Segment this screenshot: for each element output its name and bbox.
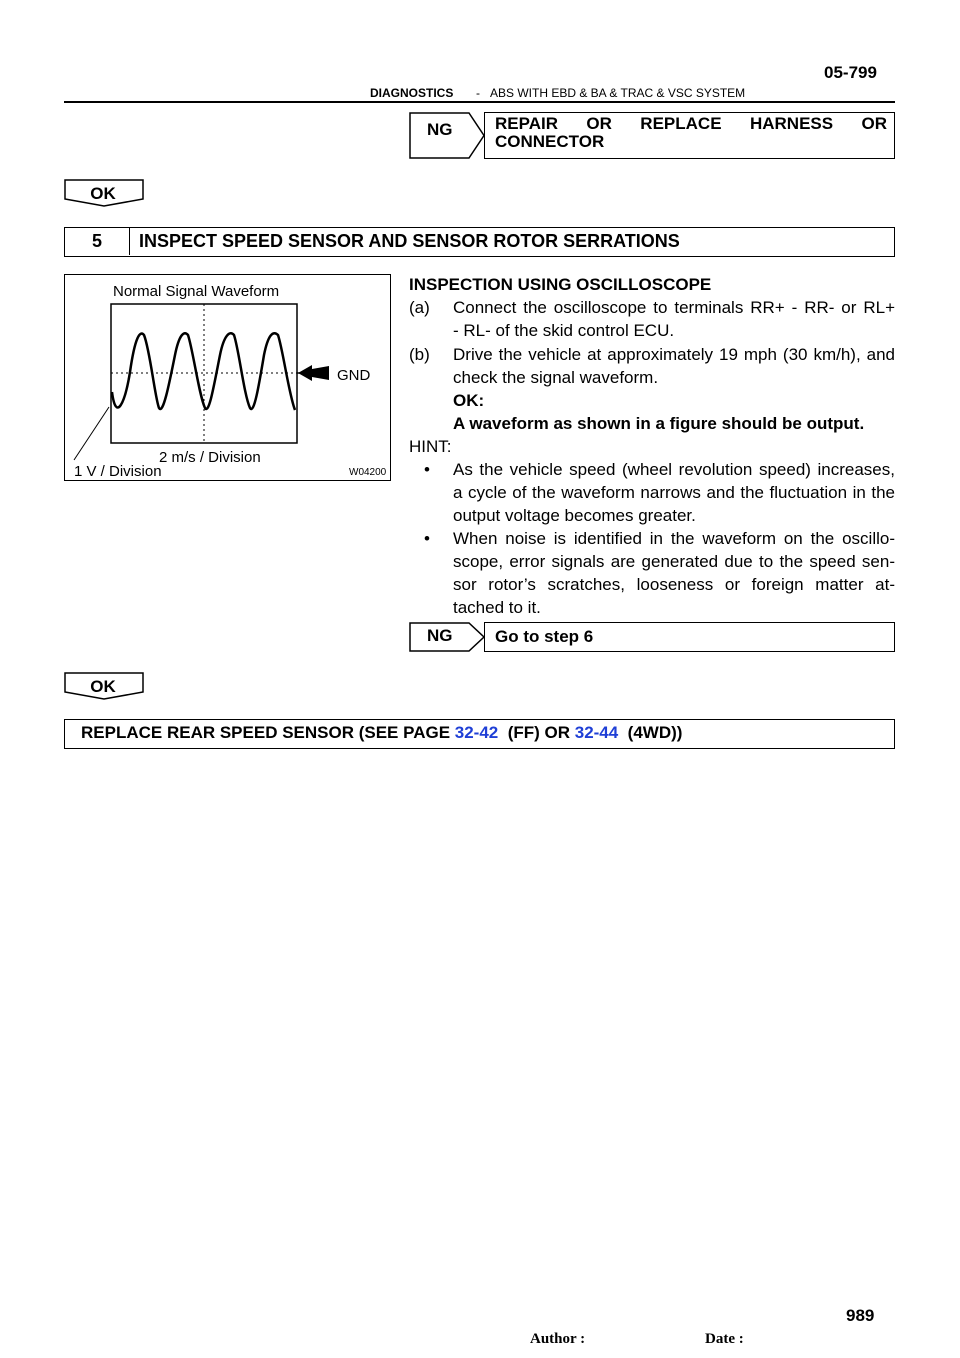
page-link-32-42[interactable]: 32-42 [454,723,499,742]
bullet-1: • [424,460,430,479]
ok-label: OK [90,677,116,696]
final-action-box [64,719,895,749]
hint-label: HINT: [409,437,452,456]
final-middle: (FF) OR [498,723,575,742]
section-title: DIAGNOSTICS [370,86,454,100]
step-b-line-2: check the signal waveform. [453,368,659,387]
step-a-line-2: - RL- of the skid control ECU. [453,321,675,340]
waveform-figure [64,274,391,481]
header-separator: - [476,86,480,100]
hint-2-line-1: When noise is identified in the waveform on the oscillo- [453,529,895,548]
hint-1-line-2: a cycle of the waveform narrows and the fluctuation in the [453,483,895,502]
bullet-2: • [424,529,430,548]
ng-label: NG [427,120,453,139]
header-rule [64,101,895,103]
hint-1-line-3: output voltage becomes greater. [453,506,696,525]
final-suffix: (4WD)) [618,723,683,742]
figure-code: W04200 [349,467,387,478]
ng-label: NG [427,626,453,645]
final-action-text [81,723,682,743]
ng-result-line-2: CONNECTOR [495,132,605,151]
step-b-line-1: Drive the vehicle at approximately 19 mph (30 km/h), and [453,345,895,364]
hint-2-line-3: sor rotor’s scratches, looseness or foreign matter at- [453,575,895,594]
page-link-32-44[interactable]: 32-44 [574,723,619,742]
date-label: Date : [705,1331,744,1347]
ok-label: OK [90,184,116,203]
subsection-title: ABS WITH EBD & BA & TRAC & VSC SYSTEM [490,86,746,100]
hint-2-line-4: tached to it. [453,598,541,617]
ok-tab-1 [64,179,144,207]
ng-result-box-2 [484,622,895,652]
ng-arrow-2 [409,622,485,652]
ng-result-box-1 [484,112,895,159]
ng-result-text: Go to step 6 [495,627,594,646]
page-number: 989 [846,1306,875,1325]
page-code: 05-799 [824,63,877,82]
ok-criteria-text: A waveform as shown in a figure should be output. [453,414,865,433]
ok-criteria-label: OK: [453,391,485,410]
step-a-marker: (a) [409,298,430,317]
inspection-heading: INSPECTION USING OSCILLOSCOPE [409,275,712,294]
step-a-line-1: Connect the oscilloscope to terminals RR+ - RR- or RL+ [453,298,895,317]
ng-result-line-1: REPAIR OR REPLACE HARNESS OR [495,114,887,133]
final-prefix: REPLACE REAR SPEED SENSOR (SEE PAGE [81,723,455,742]
figure-title: Normal Signal Waveform [113,283,280,300]
step-b-marker: (b) [409,345,430,364]
step-number: 5 [65,228,130,255]
author-label: Author : [530,1331,586,1347]
hint-1-line-1: As the vehicle speed (wheel revolution speed) increases, [453,460,895,479]
hint-2-line-2: scope, error signals are generated due to the speed sen- [453,552,895,571]
horizontal-division-label: 2 m/s / Division [159,449,261,466]
ng-arrow-1 [409,112,485,159]
step-title: INSPECT SPEED SENSOR AND SENSOR ROTOR SERRATIONS [139,231,680,251]
gnd-label: GND [337,367,371,384]
vertical-division-label: 1 V / Division [74,463,162,480]
ok-tab-2 [64,672,144,700]
step-header [64,227,895,257]
